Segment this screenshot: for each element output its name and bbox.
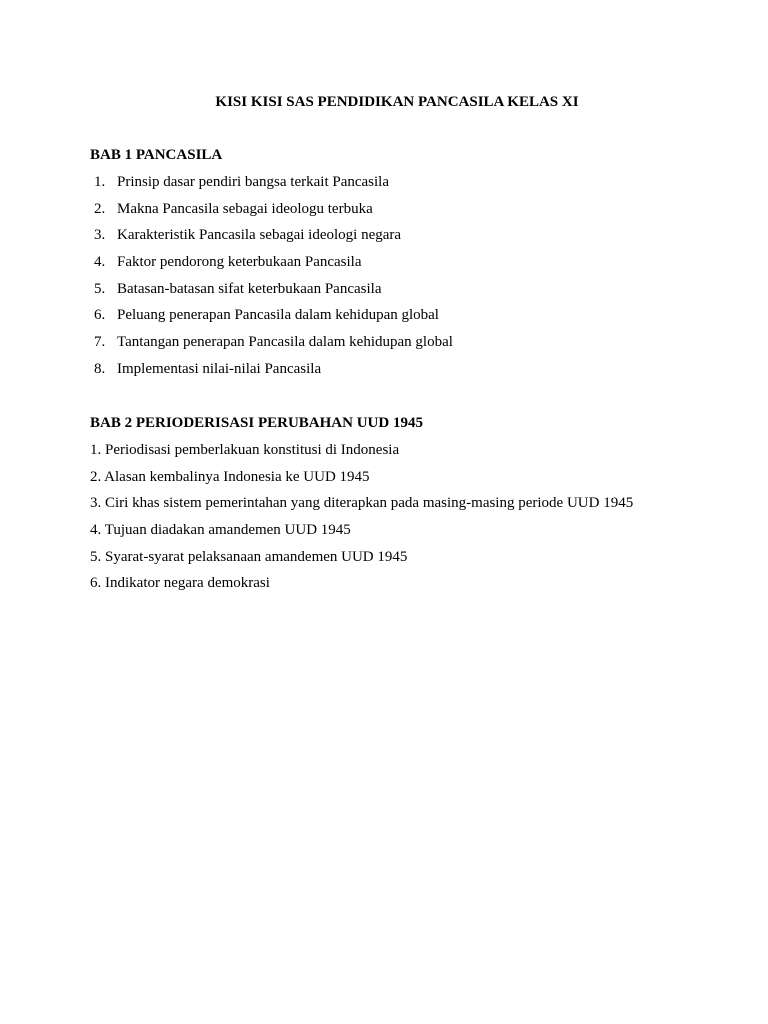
list-item-number: 2. xyxy=(94,200,106,217)
bab-2-list xyxy=(90,440,710,600)
list-item xyxy=(90,252,710,279)
list-item-number: 7. xyxy=(94,334,106,351)
list-item-text: Batasan-batasan sifat keterbukaan Pancasila xyxy=(117,280,382,297)
list-item-text: Prinsip dasar pendiri bangsa terkait Pancasila xyxy=(117,174,390,190)
list-item xyxy=(90,199,710,226)
list-item xyxy=(90,279,710,306)
bab-1-list xyxy=(90,172,710,386)
list-item-number: 4. xyxy=(94,254,106,271)
list-item-text: Implementasi nilai-nilai Pancasila xyxy=(117,360,322,377)
list-item-number: 5. xyxy=(94,280,106,297)
list-item xyxy=(90,305,710,332)
list-item xyxy=(90,225,710,252)
list-item-text: Tantangan penerapan Pancasila dalam kehidupan global xyxy=(117,334,453,351)
list-item-text: Faktor pendorong keterbukaan Pancasila xyxy=(117,254,362,271)
list-item-number: 6. xyxy=(94,307,106,324)
list-item xyxy=(90,332,710,359)
list-item-text: Makna Pancasila sebagai ideologu terbuka xyxy=(117,200,373,217)
list-item-text: Peluang penerapan Pancasila dalam kehidupan global xyxy=(117,307,439,324)
list-item-number: 1. xyxy=(94,174,106,190)
document-title: KISI KISI SAS PENDIDIKAN PANCASILA KELAS XI xyxy=(215,94,579,110)
section-heading-bab-2: BAB 2 PERIODERISASI PERUBAHAN UUD 1945 xyxy=(90,415,423,431)
list-item-number: 3. xyxy=(94,227,106,244)
list-item: 6. Indikator negara demokrasi xyxy=(90,575,270,592)
list-item: 3. Ciri khas sistem pemerintahan yang diterapkan pada masing-masing periode UUD 1945 xyxy=(90,495,634,512)
list-item xyxy=(90,172,710,199)
list-item: 1. Periodisasi pemberlakuan konstitusi di Indonesia xyxy=(90,442,400,458)
list-item xyxy=(90,359,710,386)
section-heading-bab-1: BAB 1 PANCASILA xyxy=(90,147,223,163)
section-bab-2 xyxy=(90,413,710,600)
list-item: 5. Syarat-syarat pelaksanaan amandemen UUD 1945 xyxy=(90,548,408,565)
list-item-text: Karakteristik Pancasila sebagai ideologi negara xyxy=(117,227,402,244)
list-item: 2. Alasan kembalinya Indonesia ke UUD 1945 xyxy=(90,468,370,485)
section-bab-1 xyxy=(90,145,710,386)
list-item-number: 8. xyxy=(94,360,106,377)
list-item: 4. Tujuan diadakan amandemen UUD 1945 xyxy=(90,522,351,539)
